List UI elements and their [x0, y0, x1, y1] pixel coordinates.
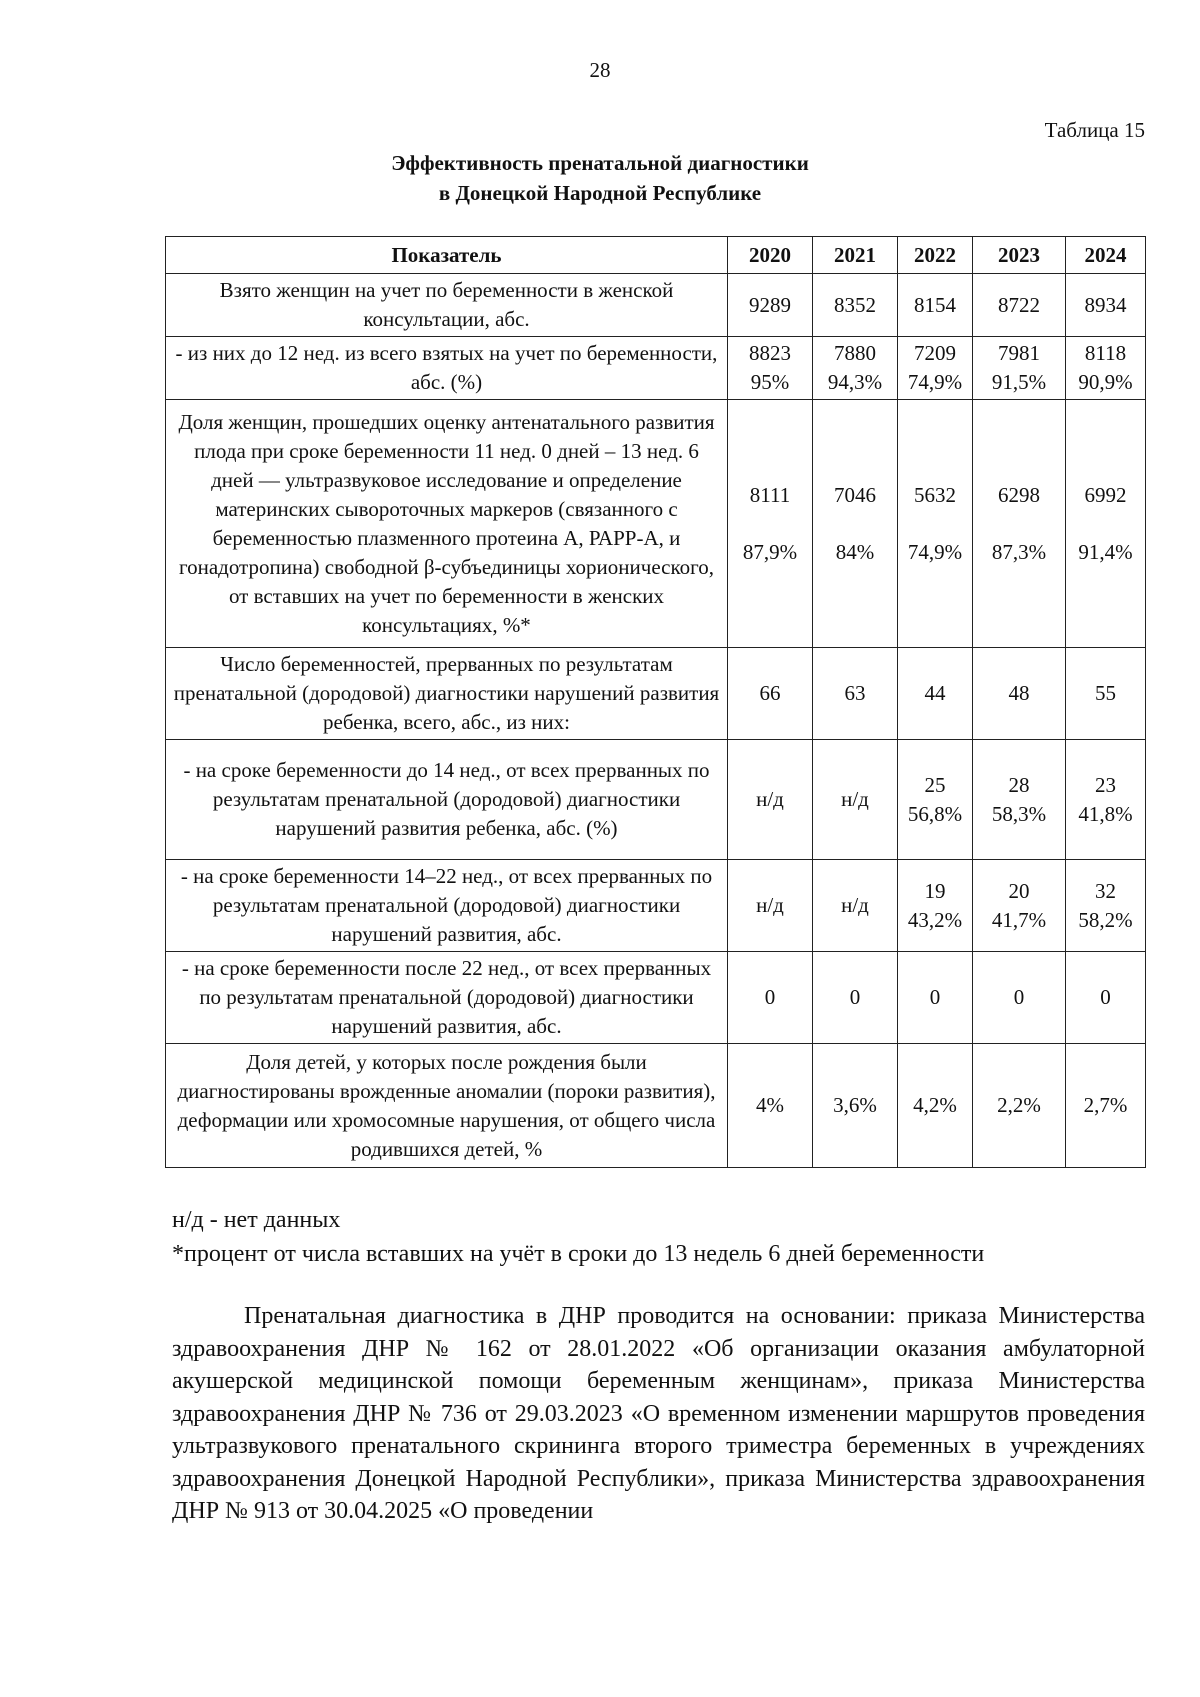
value-cell: [813, 400, 898, 648]
table-row: [166, 1044, 1146, 1168]
value-percent: 91,5%: [991, 370, 1047, 394]
value-cell: [728, 952, 813, 1044]
value-cell: [728, 740, 813, 860]
table-header-row: [166, 237, 1146, 274]
value-main: 0: [1013, 985, 1025, 1009]
value-main: н/д: [756, 893, 784, 917]
value-cell: [898, 860, 973, 952]
value-cell: [1066, 274, 1146, 337]
value-percent: 58,2%: [1078, 907, 1133, 932]
value-main: 44: [924, 681, 946, 705]
table-row: [166, 952, 1146, 1044]
value-cell: [973, 400, 1066, 648]
value-cell: [973, 740, 1066, 860]
value-main: 8934: [1084, 292, 1127, 317]
value-main: 48: [1008, 681, 1030, 705]
value-cell: [973, 860, 1066, 952]
table-title: [0, 148, 1200, 208]
value-cell: [1066, 1044, 1146, 1168]
value-main: 4%: [756, 1093, 784, 1117]
value-cell: [898, 1044, 973, 1168]
value-cell: [728, 400, 813, 648]
value-cell: [1066, 860, 1146, 952]
value-main: 2,2%: [997, 1093, 1041, 1117]
value-main: 8823: [749, 341, 791, 365]
value-cell: [1066, 740, 1146, 860]
row-indicator: - на сроке беременности до 14 нед., от всех прерванных по результатам пренатальной (дородовой) диагностики нарушений развития ребенка, абс. (%): [166, 740, 728, 860]
value-percent: 84%: [835, 539, 875, 564]
value-main: 8118: [1084, 341, 1127, 365]
value-cell: [898, 400, 973, 648]
value-cell: [813, 274, 898, 337]
value-cell: [728, 337, 813, 400]
value-main: 2,7%: [1083, 1093, 1128, 1117]
value-main: 6992: [1084, 482, 1127, 507]
value-main: 20: [1008, 878, 1030, 903]
value-cell: [813, 1044, 898, 1168]
value-cell: [898, 952, 973, 1044]
table-row: [166, 740, 1146, 860]
value-main: 23: [1095, 772, 1116, 797]
value-cell: [1066, 337, 1146, 400]
value-cell: [898, 740, 973, 860]
table-row: [166, 337, 1146, 400]
value-main: 5632: [914, 482, 956, 507]
row-indicator: Доля женщин, прошедших оценку антенатального развития плода при сроке беременности 11 нед. 0 дней – 13 нед. 6 дней — ультразвуковое исследование и определение материнских сывороточных маркеров (связанного с беременностью плазменного протеина А, РАРР-А, и гонадотропина) свободной β-субъединицы хорионического, от вставших на учет по беременности в женских консультациях, %*: [166, 400, 728, 648]
value-cell: [728, 860, 813, 952]
value-main: 7209: [914, 341, 956, 365]
value-cell: [1066, 400, 1146, 648]
table-row: [166, 274, 1146, 337]
value-cell: [898, 648, 973, 740]
value-cell: [898, 337, 973, 400]
row-indicator: Доля детей, у которых после рождения были диагностированы врожденные аномалии (пороки развития), деформации или хромосомные нарушения, от общего числа родившихся детей, %: [166, 1044, 728, 1168]
value-main: 9289: [749, 292, 791, 317]
value-main: 0: [929, 985, 941, 1009]
value-percent: 74,9%: [907, 370, 963, 394]
value-cell: [973, 274, 1066, 337]
row-indicator: - на сроке беременности после 22 нед., от всех прерванных по результатам пренатальной (дородовой) диагностики нарушений развития, абс.: [166, 952, 728, 1044]
note-no-data: н/д - нет данных: [172, 1207, 341, 1233]
value-percent: 43,2%: [907, 907, 963, 932]
value-main: 28: [1008, 772, 1030, 797]
value-cell: [898, 274, 973, 337]
header-year: 2020: [728, 237, 813, 274]
value-main: 7880: [834, 341, 876, 365]
value-main: 8352: [834, 292, 876, 317]
value-main: 66: [759, 681, 781, 705]
value-percent: 74,9%: [907, 539, 963, 564]
value-main: 8111: [749, 482, 791, 507]
value-main: 0: [849, 985, 861, 1009]
body-paragraph: Пренатальная диагностика в ДНР проводится на основании: приказа Министерства здравоохранения ДНР № 162 от 28.01.2022 «Об организации оказания амбулаторной акушерской медицинской помощи беременным женщинам», приказа Министерства здравоохранения ДНР № 736 от 29.03.2023 «О временном изменении маршрутов проведения ультразвукового пренатального скрининга второго триместра беременных в учреждениях здравоохранения Донецкой Народной Республики», приказа Министерства здравоохранения ДНР № 913 от 30.04.2025 «О проведении: [172, 1303, 1145, 1524]
row-indicator: - из них до 12 нед. из всего взятых на учет по беременности, абс. (%): [166, 337, 728, 400]
prenatal-diagnostics-table: [165, 236, 1146, 1168]
value-cell: [1066, 648, 1146, 740]
table-row: [166, 648, 1146, 740]
value-cell: [1066, 952, 1146, 1044]
value-main: 3,6%: [833, 1093, 877, 1117]
value-cell: [973, 648, 1066, 740]
value-main: 4,2%: [913, 1093, 957, 1117]
value-main: 25: [924, 772, 946, 797]
header-year: 2022: [898, 237, 973, 274]
value-percent: 87,9%: [742, 539, 798, 564]
value-cell: [813, 337, 898, 400]
value-percent: 87,3%: [991, 539, 1047, 564]
header-year: 2023: [973, 237, 1066, 274]
value-cell: [813, 860, 898, 952]
value-percent: 91,4%: [1078, 539, 1133, 564]
value-main: 55: [1095, 681, 1116, 705]
header-year: 2021: [813, 237, 898, 274]
value-cell: [728, 1044, 813, 1168]
value-percent: 41,7%: [991, 907, 1047, 932]
value-main: 8722: [998, 292, 1040, 317]
value-cell: [973, 1044, 1066, 1168]
value-main: н/д: [841, 893, 869, 917]
value-main: н/д: [841, 787, 869, 811]
value-percent: 41,8%: [1078, 801, 1133, 826]
value-percent: 95%: [750, 370, 790, 394]
row-indicator: - на сроке беременности 14–22 нед., от всех прерванных по результатам пренатальной (дородовой) диагностики нарушений развития, абс.: [166, 860, 728, 952]
table-title-line-1: Эффективность пренатальной диагностики: [391, 151, 809, 175]
value-cell: [813, 952, 898, 1044]
value-cell: [973, 337, 1066, 400]
page-number: 28: [589, 58, 611, 82]
header-indicator: Показатель: [166, 237, 728, 274]
value-percent: 94,3%: [827, 370, 883, 394]
value-main: 0: [764, 985, 776, 1009]
value-main: 63: [844, 681, 866, 705]
value-main: 8154: [914, 292, 956, 317]
value-main: 0: [1100, 985, 1111, 1009]
value-main: н/д: [756, 787, 784, 811]
value-main: 32: [1095, 878, 1116, 903]
value-main: 6298: [998, 482, 1040, 507]
value-main: 7981: [998, 341, 1040, 365]
value-main: 7046: [834, 482, 876, 507]
value-percent: 58,3%: [991, 801, 1047, 826]
value-cell: [728, 274, 813, 337]
table-notes: [172, 1203, 1172, 1271]
value-cell: [813, 648, 898, 740]
value-percent: 56,8%: [907, 801, 963, 826]
table-label: Таблица 15: [1044, 118, 1145, 142]
header-year: 2024: [1066, 237, 1146, 274]
table-row: [166, 400, 1146, 648]
value-cell: [813, 740, 898, 860]
value-cell: [973, 952, 1066, 1044]
table-row: [166, 860, 1146, 952]
value-main: 19: [924, 878, 946, 903]
row-indicator: Число беременностей, прерванных по результатам пренатальной (дородовой) диагностики нарушений развития ребенка, всего, абс., из них:: [166, 648, 728, 740]
value-cell: [728, 648, 813, 740]
note-percent: *процент от числа вставших на учёт в сроки до 13 недель 6 дней беременности: [172, 1241, 985, 1267]
table-title-line-2: в Донецкой Народной Республике: [438, 181, 762, 205]
value-percent: 90,9%: [1078, 370, 1133, 394]
row-indicator: Взято женщин на учет по беременности в женской консультации, абс.: [166, 274, 728, 337]
